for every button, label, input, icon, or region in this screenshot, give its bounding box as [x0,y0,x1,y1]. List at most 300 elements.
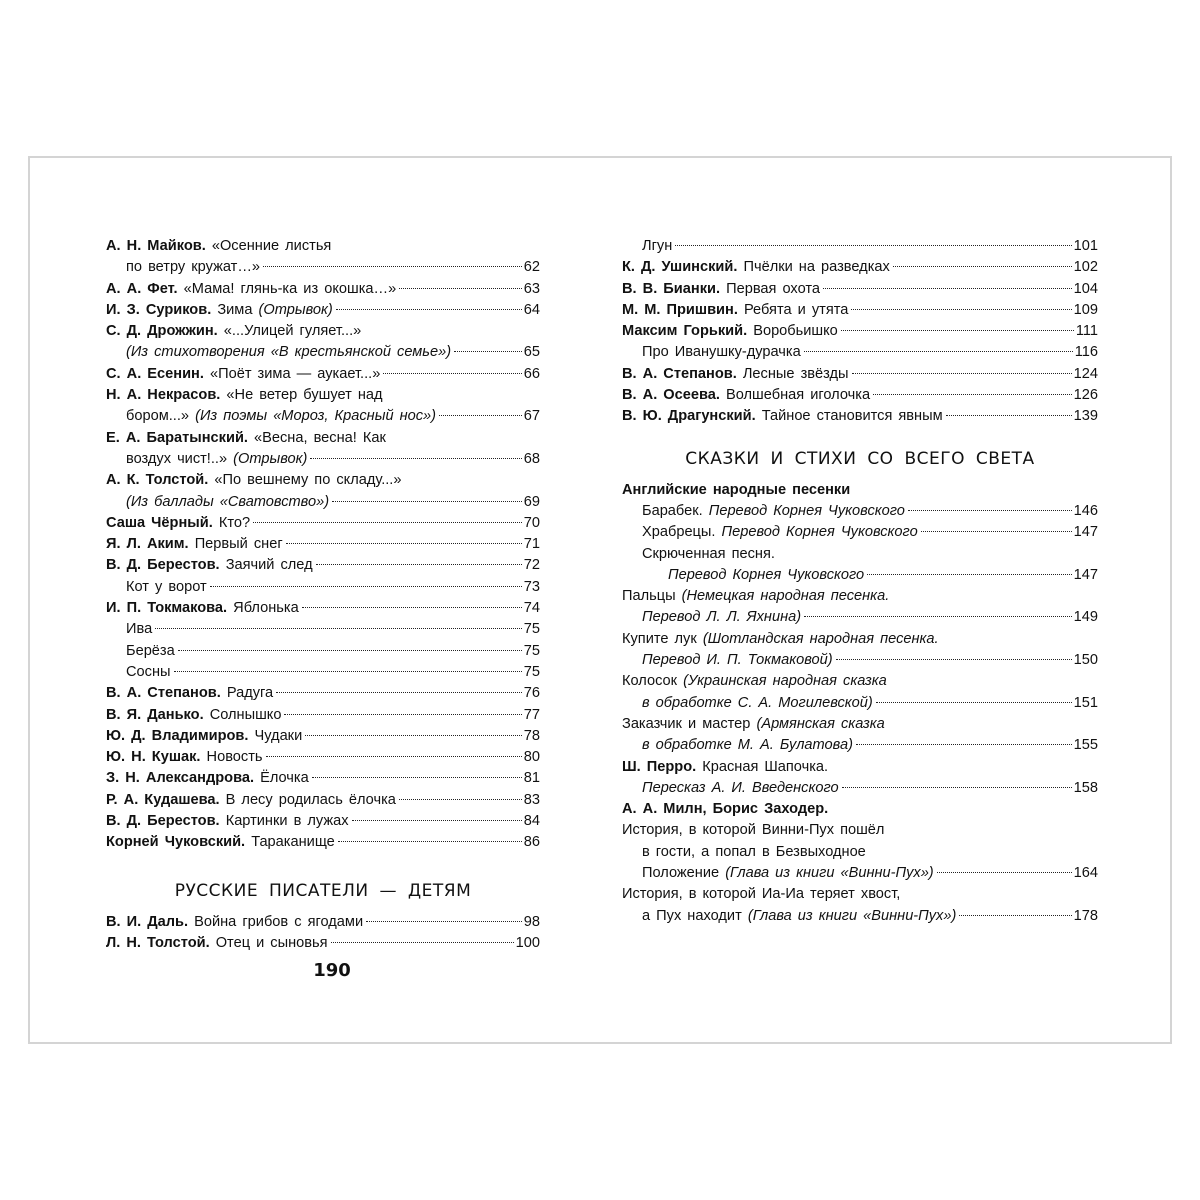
toc-text [106,534,283,555]
toc-title: Лесные звёзды [742,365,849,382]
toc-note: (Немецкая народная песенка. [681,588,890,605]
toc-text [622,799,828,820]
toc-title: Заказчик и мастер [622,715,751,732]
toc-entry [622,586,1098,607]
dot-leader [873,394,1072,395]
toc-entry [622,406,1098,427]
toc-author: В. И. Даль. [106,913,189,930]
toc-text [622,406,943,427]
toc-author: А. А. Милн, Борис Заходер. [622,801,829,818]
toc-entry [622,321,1098,342]
toc-entry [106,811,540,832]
toc-entry [622,607,1098,628]
toc-text [642,693,873,714]
toc-text [126,641,175,662]
toc-text [622,257,890,278]
left-column [106,236,540,954]
toc-entry [622,544,1098,565]
dot-leader [959,915,1071,916]
toc-entry [106,683,540,704]
toc-entry [622,565,1098,586]
toc-entry [106,705,540,726]
toc-title: Зима [217,301,253,318]
toc-text [642,607,801,628]
toc-text [106,683,273,704]
toc-text [106,300,333,321]
toc-author: А. Н. Майков. [106,238,206,254]
dot-leader [286,543,522,544]
dot-leader [893,266,1072,267]
toc-title: по ветру кружат…» [126,259,261,276]
section-title: СКАЗКИ И СТИХИ СО ВСЕГО СВЕТА [685,448,1035,469]
toc-text [106,321,361,342]
toc-title: Картинки в лужах [225,813,349,830]
right-column [622,236,1098,927]
toc-text [622,480,850,501]
toc-title: Воробьишко [753,323,838,340]
toc-entry [106,555,540,576]
toc-page: 100 [515,934,540,951]
toc-page: 70 [523,514,540,531]
toc-entry [106,577,540,598]
toc-note: (Из баллады «Сватовство») [126,493,330,510]
toc-author: Р. А. Кудашева. [106,791,220,808]
toc-page: 71 [523,536,540,553]
toc-entry [622,300,1098,321]
dot-leader [331,942,514,943]
toc-page: 75 [523,663,540,680]
toc-entry [622,650,1098,671]
toc-text [642,842,866,863]
toc-list-right-top [622,236,1098,428]
toc-page: 111 [1075,323,1098,340]
toc-entry [106,912,540,933]
toc-page: 83 [523,791,540,808]
toc-title: Положение [642,865,720,882]
toc-entry [106,534,540,555]
toc-title: Яблонька [233,600,299,617]
toc-note: (Глава из книги «Винни-Пух») [747,907,957,924]
dot-leader [332,501,522,502]
toc-entry [106,470,540,491]
toc-title: История, в которой Иа-Иа теряет хвост, [622,886,901,903]
toc-author: С. Д. Дрожжин. [106,323,218,340]
toc-text [106,726,302,747]
toc-author: Л. Н. Толстой. [106,934,210,951]
toc-entry [622,480,1098,501]
toc-entry [106,428,540,449]
toc-entry [622,842,1098,863]
toc-page: 67 [523,408,540,425]
toc-author: С. А. Есенин. [106,365,204,382]
toc-author: А. К. Толстой. [106,472,209,489]
dot-leader [842,787,1072,788]
toc-entry [106,492,540,513]
toc-author: З. Н. Александрова. [106,770,255,787]
toc-title: Храбрецы. [642,524,716,541]
toc-entry [622,364,1098,385]
toc-page: 76 [523,685,540,702]
toc-entry [106,747,540,768]
toc-title: Тараканище [251,834,335,851]
toc-entry [622,863,1098,884]
toc-entry [106,598,540,619]
toc-title: Красная Шапочка. [702,758,829,775]
toc-title: Новость [206,749,263,766]
toc-text [642,863,934,884]
toc-entry [106,513,540,534]
toc-title: «Осенние листья [211,238,332,254]
toc-note: (Армянская сказка [756,715,885,732]
toc-entry [106,279,540,300]
toc-entry [106,342,540,363]
dot-leader [338,841,522,842]
dot-leader [851,309,1071,310]
toc-page: 178 [1073,907,1098,924]
toc-author: В. В. Бианки. [622,280,721,297]
toc-text [106,768,309,789]
toc-note: Перевод Корнея Чуковского [668,566,865,583]
dot-leader [876,702,1072,703]
dot-leader [366,921,522,922]
toc-list-left-section [106,912,540,955]
dot-leader [284,714,521,715]
toc-note: (Шотландская народная песенка. [702,630,939,647]
toc-author: В. Д. Берестов. [106,557,220,574]
toc-text [106,279,396,300]
toc-text [106,364,380,385]
dot-leader [316,564,522,565]
toc-entry [106,790,540,811]
dot-leader [383,373,521,374]
toc-page: 104 [1073,280,1098,297]
toc-page: 150 [1073,652,1098,669]
toc-text [126,619,152,640]
dot-leader [302,607,522,608]
toc-title: Заячий след [225,557,313,574]
dot-leader [804,351,1073,352]
toc-entry [106,619,540,640]
dot-leader [263,266,522,267]
toc-title: Кот у ворот [126,578,207,595]
toc-entry [622,799,1098,820]
toc-page: 158 [1073,779,1098,796]
toc-entry [106,768,540,789]
toc-title: Пчёлки на разведках [743,259,890,276]
toc-title: Колосок [622,673,678,690]
toc-author: В. Ю. Драгунский. [622,408,756,425]
toc-page: 151 [1073,694,1098,711]
toc-title: Война грибов с ягодами [194,913,364,930]
toc-page: 86 [523,834,540,851]
toc-text [642,501,905,522]
toc-page: 109 [1073,301,1098,318]
toc-note: (Глава из книги «Винни-Пух») [725,865,934,882]
toc-page: 147 [1073,524,1098,541]
toc-author: Е. А. Баратынский. [106,429,248,446]
toc-page: 74 [523,600,540,617]
dot-leader [836,659,1072,660]
toc-text [642,735,853,756]
toc-page: 81 [523,770,540,787]
toc-text [126,449,307,470]
toc-page: 78 [523,727,540,744]
toc-text [622,300,848,321]
toc-entry [622,906,1098,927]
toc-title: Волшебная иголочка [726,387,871,404]
toc-title: Первый снег [194,536,283,553]
toc-page: 147 [1073,566,1098,583]
toc-text [622,884,900,905]
toc-entry [622,257,1098,278]
toc-note: в обработке С. А. Могилевской) [642,694,873,711]
dot-leader [804,616,1072,617]
toc-page: 75 [523,642,540,659]
toc-text [622,385,870,406]
dot-leader [937,872,1072,873]
toc-entry [622,714,1098,735]
toc-text [622,671,887,692]
toc-entry [106,236,540,257]
toc-note: (Украинская народная сказка [683,673,887,690]
toc-author: Ю. Д. Владимиров. [106,727,249,744]
toc-author: В. Д. Берестов. [106,813,220,830]
toc-list-right-section [622,480,1098,927]
toc-list-left-top [106,236,540,854]
dot-leader [312,777,522,778]
toc-entry [622,735,1098,756]
toc-title: Барабек. [642,502,703,519]
toc-text [126,577,207,598]
toc-entry [106,933,540,954]
toc-page: 98 [523,913,540,930]
toc-title: в гости, а попал в Безвыходное [642,843,866,860]
dot-leader [856,744,1072,745]
toc-entry [106,406,540,427]
toc-author: Ю. Н. Кушак. [106,749,201,766]
toc-title: История, в которой Винни-Пух пошёл [622,822,885,839]
toc-text [622,279,820,300]
toc-author: М. М. Пришвин. [622,301,738,318]
toc-text [642,236,672,257]
toc-text [106,933,328,954]
toc-entry [622,279,1098,300]
toc-text [642,522,918,543]
toc-page: 73 [523,578,540,595]
toc-page: 124 [1073,365,1098,382]
toc-author: Саша Чёрный. [106,514,213,531]
toc-title: В лесу родилась ёлочка [225,791,396,808]
toc-author: В. А. Степанов. [106,685,221,702]
dot-leader [276,692,522,693]
dot-leader [439,415,522,416]
toc-text [622,586,889,607]
toc-author: В. Я. Данько. [106,706,204,723]
toc-title: Пальцы [622,588,676,605]
toc-page: 126 [1073,387,1098,404]
toc-title: Купите лук [622,630,697,647]
toc-page: 101 [1073,238,1098,254]
toc-author: Корней Чуковский. [106,834,246,851]
toc-entry [622,693,1098,714]
dot-leader [210,586,522,587]
toc-entry [622,522,1098,543]
toc-page: 155 [1073,737,1098,754]
toc-title: Берёза [126,642,175,659]
toc-title: бором...» [126,408,190,425]
toc-text [642,778,839,799]
toc-page: 80 [523,749,540,766]
dot-leader [675,245,1071,246]
toc-page: 65 [523,344,540,361]
toc-title: Кто? [218,514,251,531]
toc-note: Перевод Корнея Чуковского [708,502,905,519]
toc-text [126,406,436,427]
page-number: 190 [313,960,351,981]
toc-title: «По вешнему по складу...» [214,472,402,489]
dot-leader [823,288,1072,289]
toc-text [642,544,775,565]
toc-text [622,364,849,385]
toc-text [668,565,864,586]
toc-entry [622,820,1098,841]
toc-text [622,757,828,778]
toc-title: воздух чист!..» [126,450,228,467]
toc-entry [622,236,1098,257]
toc-text [126,662,171,683]
dot-leader [178,650,522,651]
toc-text [106,470,401,491]
toc-page: 62 [523,259,540,276]
toc-entry [622,385,1098,406]
toc-text [106,385,383,406]
toc-note: (Отрывок) [233,450,308,467]
toc-entry [622,629,1098,650]
dot-leader [155,628,522,629]
toc-entry [622,342,1098,363]
toc-author: И. З. Суриков. [106,301,212,318]
toc-entry [106,641,540,662]
toc-entry [106,257,540,278]
toc-page: 164 [1073,865,1098,882]
dot-leader [867,574,1071,575]
toc-text [622,714,885,735]
toc-title: «Мама! глянь-ка из окошка…» [183,280,397,297]
toc-entry [622,757,1098,778]
toc-entry [106,385,540,406]
toc-author: Н. А. Некрасов. [106,387,221,404]
toc-entry [622,671,1098,692]
toc-note: Перевод Л. Л. Яхнина) [642,609,802,626]
dot-leader [253,522,522,523]
toc-text [126,492,329,513]
toc-note: (Из стихотворения «В крестьянской семье») [126,344,452,361]
toc-entry [622,884,1098,905]
toc-text [642,342,801,363]
dot-leader [399,288,522,289]
toc-author: В. А. Осеева. [622,387,720,404]
dot-leader [399,799,522,800]
toc-author: А. А. Фет. [106,280,178,297]
toc-author: И. П. Токмакова. [106,600,228,617]
toc-entry [106,321,540,342]
toc-title: Про Иванушку-дурачка [642,344,801,361]
toc-entry [106,832,540,853]
toc-text [106,598,299,619]
toc-author: В. А. Степанов. [622,365,737,382]
dot-leader [908,510,1072,511]
dot-leader [305,735,522,736]
toc-text [642,650,833,671]
toc-page: 139 [1073,408,1098,425]
toc-text [106,555,313,576]
toc-note: (Отрывок) [258,301,333,318]
dot-leader [946,415,1072,416]
dot-leader [174,671,522,672]
toc-page: 66 [523,365,540,382]
toc-page: 116 [1074,344,1098,361]
dot-leader [336,309,522,310]
toc-text [106,428,386,449]
toc-title: Тайное становится явным [761,408,943,425]
toc-entry [106,449,540,470]
toc-page: 64 [523,301,540,318]
toc-text [106,912,363,933]
toc-entry [622,501,1098,522]
toc-page: 72 [523,557,540,574]
toc-text [106,705,281,726]
toc-note: в обработке М. А. Булатова) [642,737,853,754]
toc-page: 75 [523,621,540,638]
toc-note: (Из поэмы «Мороз, Красный нос») [195,408,437,425]
toc-page: 77 [523,706,540,723]
toc-title: Ёлочка [260,770,309,787]
toc-title: Ива [126,621,153,638]
toc-entry [106,300,540,321]
toc-title: Сосны [126,663,171,680]
toc-note: Пересказ А. И. Введенского [642,779,839,796]
toc-text [126,342,451,363]
toc-author: Максим Горький. [622,323,748,340]
dot-leader [266,756,522,757]
toc-text [106,790,396,811]
toc-entry [106,726,540,747]
toc-title: «Поёт зима — аукает...» [209,365,381,382]
dot-leader [852,373,1072,374]
toc-title: «Весна, весна! Как [254,429,386,446]
toc-author: К. Д. Ушинский. [622,259,738,276]
toc-text [106,747,263,768]
dot-leader [352,820,522,821]
toc-author: Английские народные песенки [622,481,851,498]
toc-title: Чудаки [254,727,303,744]
toc-text [622,820,884,841]
toc-author: Ш. Перро. [622,758,697,775]
toc-page: 149 [1073,609,1098,626]
toc-title: Радуга [226,685,274,702]
toc-text [106,832,335,853]
section-title: РУССКИЕ ПИСАТЕЛИ — ДЕТЯМ [174,880,472,901]
toc-title: а Пух находит [642,907,742,924]
dot-leader [841,330,1074,331]
toc-title: Солнышко [209,706,282,723]
toc-entry [622,778,1098,799]
toc-page: 68 [523,450,540,467]
toc-page: 146 [1073,502,1098,519]
toc-entry [106,662,540,683]
toc-text [106,513,250,534]
toc-entry [106,364,540,385]
